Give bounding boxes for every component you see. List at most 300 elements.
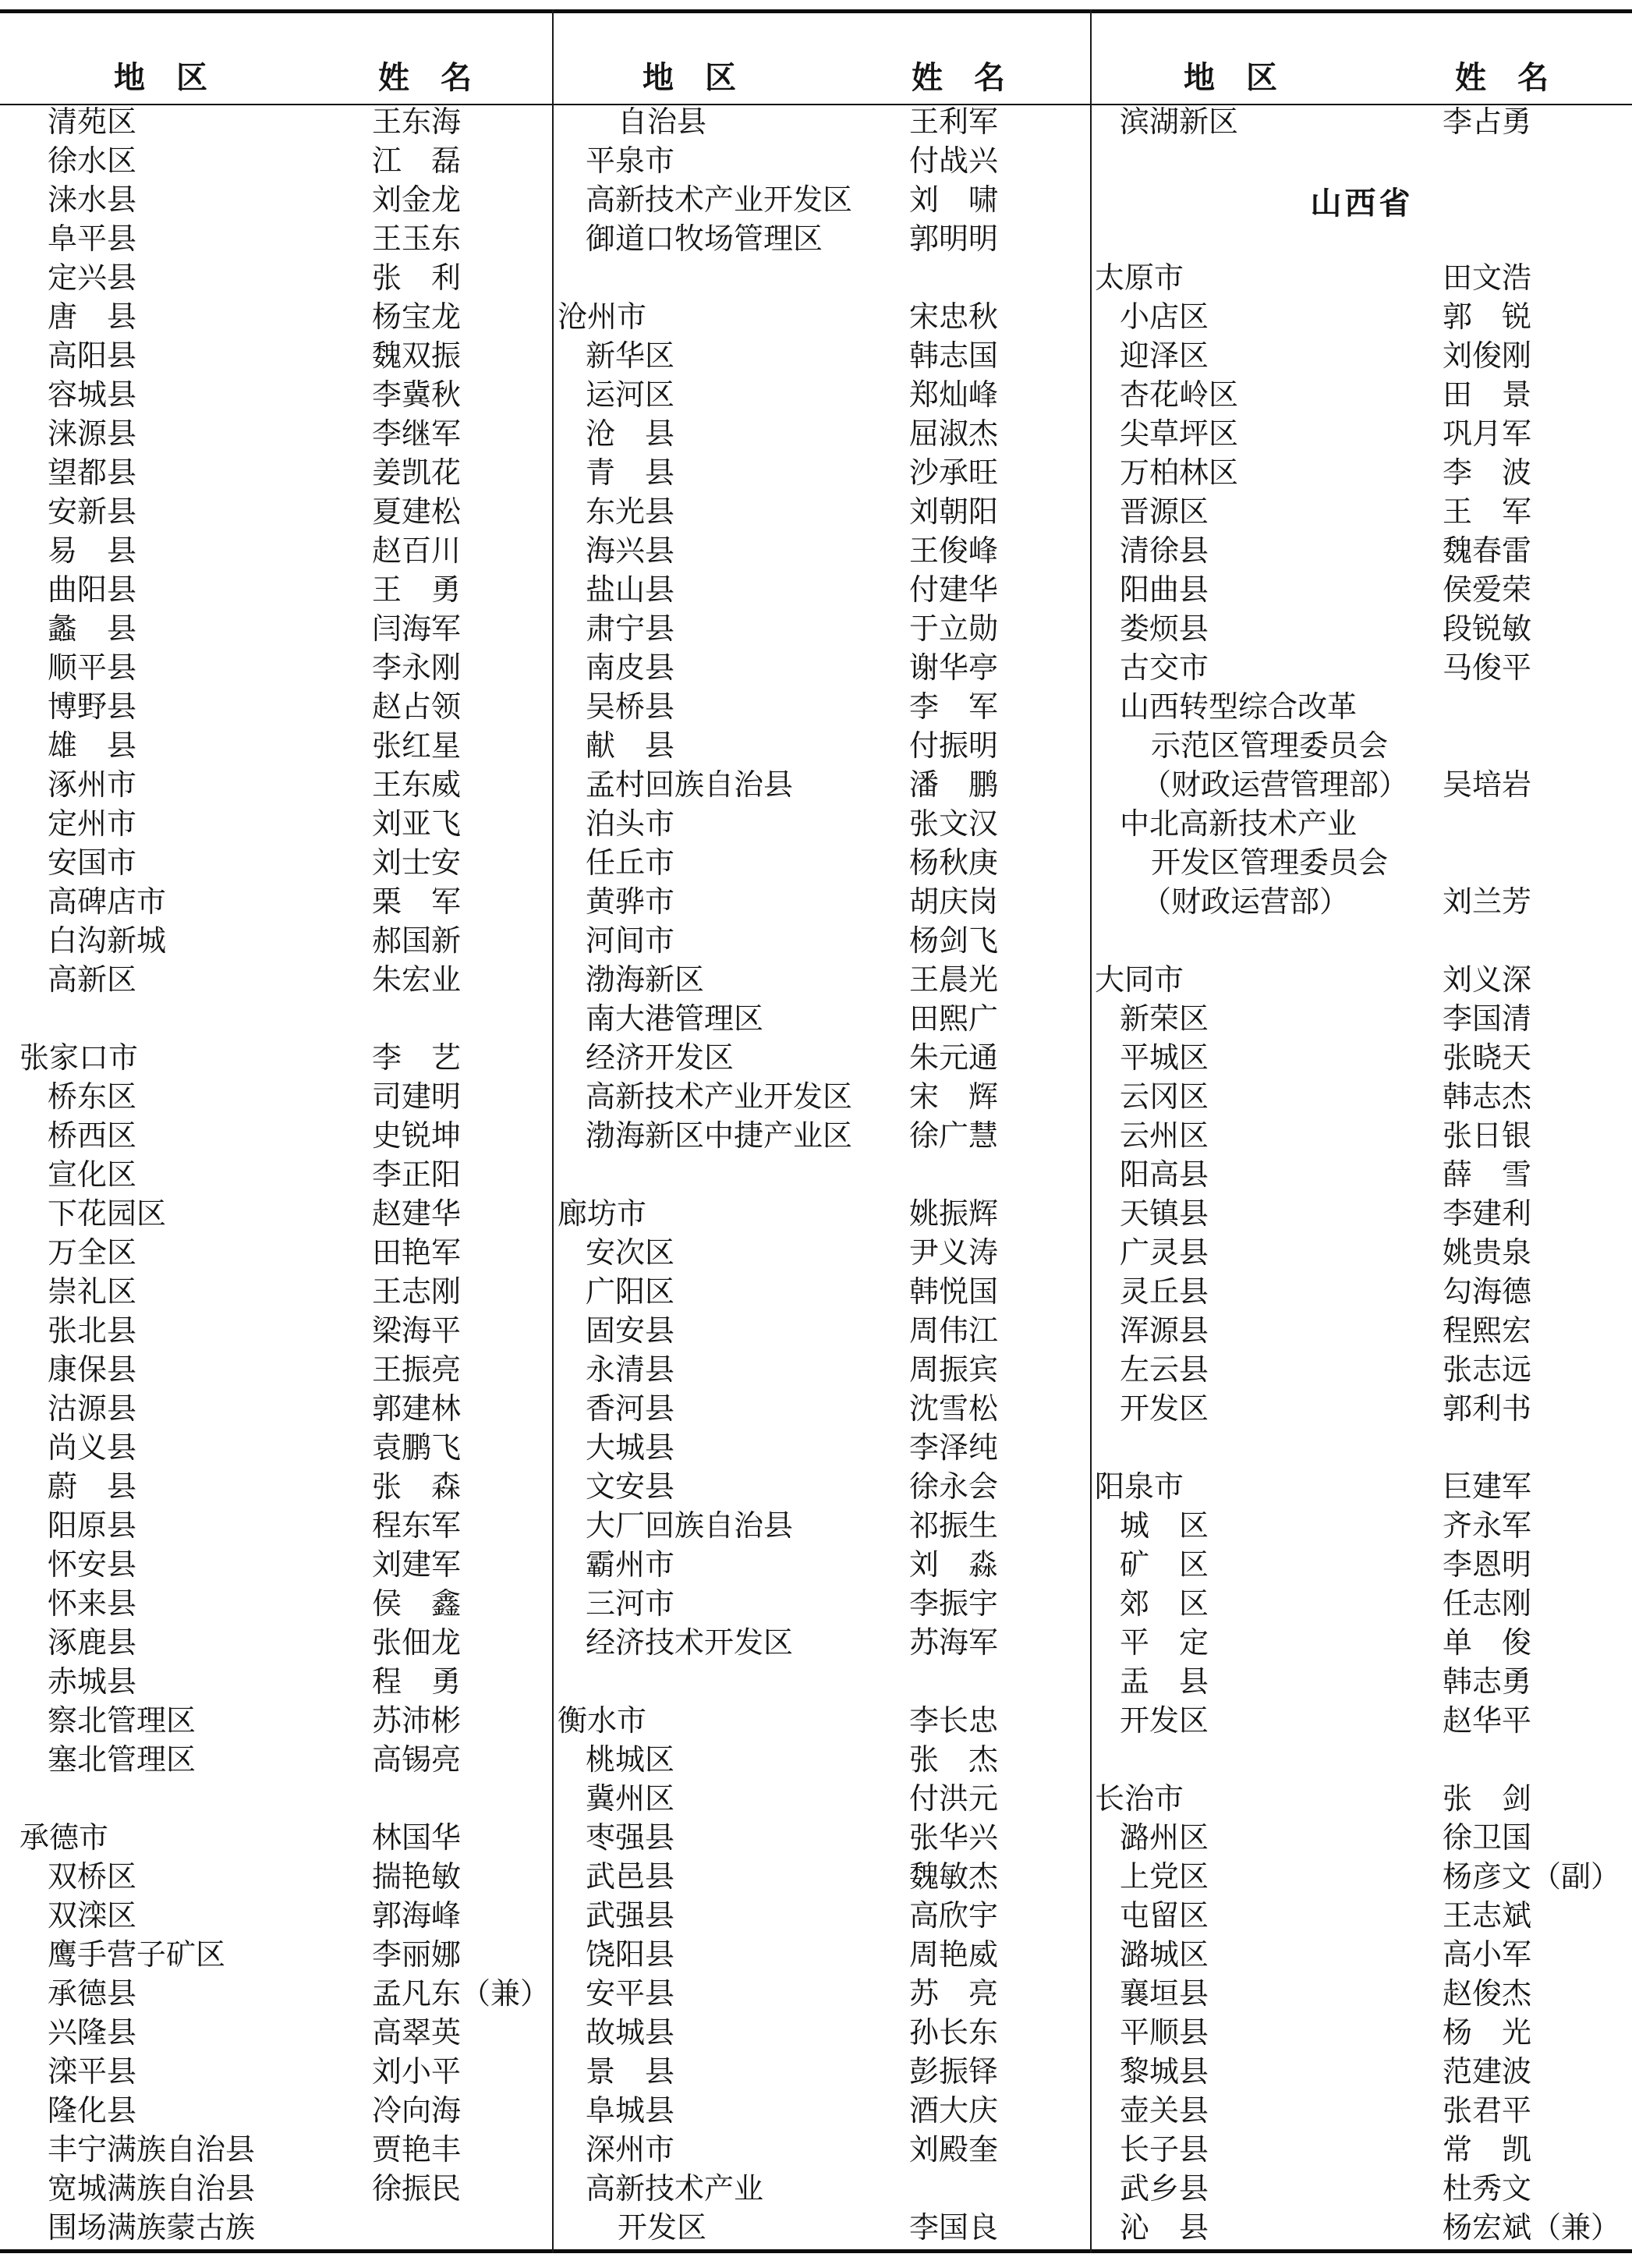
name-cell: 王玉东 [372,223,462,256]
name-cell: 酒大庆 [909,2095,999,2128]
table-row [0,1195,552,1234]
name-cell: 孟凡东（兼） [372,1978,550,2011]
name-cell: 郭 锐 [1443,301,1532,334]
region-cell: 运河区 [586,379,675,412]
table-row [0,1156,552,1195]
name-cell: 宋 辉 [909,1081,999,1114]
table-row [0,727,552,766]
region-cell: 新荣区 [1120,1003,1209,1036]
table-row [554,1741,1090,1780]
name-cell: 韩悦国 [909,1276,999,1309]
table-row [1092,298,1632,337]
table-row [1092,1585,1632,1624]
name-cell: 李泽纯 [909,1432,999,1465]
name-cell: 刘 淼 [909,1549,999,1582]
name-cell: 梁海平 [372,1315,462,1348]
region-cell: 渤海新区 [586,964,705,997]
name-cell: 高小军 [1443,1939,1532,1972]
region-cell: （财政运营部） [1142,886,1350,919]
table-row [0,220,552,259]
table-row [554,1117,1090,1156]
region-cell: 青 县 [586,457,675,490]
name-cell: 李国清 [1443,1003,1532,1036]
name-cell: 郭明明 [909,223,999,256]
table-row [0,103,552,142]
name-cell: 田 景 [1443,379,1532,412]
region-cell: 安平县 [586,1978,675,2011]
region-cell: 唐 县 [48,301,137,334]
name-cell: 范建波 [1443,2056,1532,2089]
name-cell: 李丽娜 [372,1939,462,1972]
region-cell: 肃宁县 [586,613,675,646]
column-header-name: 姓 名 [912,60,1005,95]
name-cell: 郝国新 [372,925,462,958]
table-row [554,1702,1090,1741]
name-cell: 侯 鑫 [372,1588,462,1621]
name-cell: 朱宏业 [372,964,462,997]
name-cell: 屈淑杰 [909,418,999,451]
name-cell: 田文浩 [1443,262,1532,295]
table-row [554,532,1090,571]
region-cell: 定兴县 [48,262,137,295]
name-cell: 侯爱荣 [1443,574,1532,607]
column-header-name: 姓 名 [378,60,472,95]
region-cell: （财政运营管理部） [1142,769,1409,802]
region-cell: 望都县 [48,457,137,490]
table-row [0,1117,552,1156]
name-cell: 赵华平 [1443,1705,1532,1738]
table-row [554,1234,1090,1273]
region-cell: 河间市 [586,925,675,958]
table-row [0,1351,552,1390]
region-cell: 涿鹿县 [48,1627,137,1660]
region-cell: 张家口市 [19,1042,139,1075]
name-cell: 魏双振 [372,340,462,373]
region-cell: 献 县 [586,730,675,763]
region-cell: 云州区 [1120,1120,1209,1153]
name-cell: 姚振辉 [909,1198,999,1231]
table-row [554,2209,1090,2248]
region-cell: 定州市 [48,808,137,841]
name-cell: 徐振民 [372,2173,462,2206]
region-cell: 怀来县 [48,1588,137,1621]
region-cell: 天镇县 [1120,1198,1209,1231]
name-cell: 张华兴 [909,1822,999,1855]
region-cell: 涞源县 [48,418,137,451]
region-cell: 张北县 [48,1315,137,1348]
table-column-1 [0,103,552,2248]
table-row [0,649,552,688]
region-cell: 曲阳县 [48,574,137,607]
name-cell: 田熙广 [909,1003,999,1036]
name-cell: 高翠英 [372,2017,462,2050]
table-row [554,1351,1090,1390]
name-cell: 高欣宇 [909,1900,999,1933]
table-row [0,1975,552,2014]
name-cell: 杨剑飞 [909,925,999,958]
table-row [1092,1234,1632,1273]
table-row [554,883,1090,922]
name-cell: 吴培岩 [1443,769,1532,802]
table-row [554,571,1090,610]
name-cell: 郭海峰 [372,1900,462,1933]
region-cell: 故城县 [586,2017,675,2050]
name-cell: 勾海德 [1443,1276,1532,1309]
table-row [554,1975,1090,2014]
table-row [554,1429,1090,1468]
table-row [1092,1624,1632,1663]
name-cell: 冷向海 [372,2095,462,2128]
name-cell: 祁振生 [909,1510,999,1543]
table-row [554,376,1090,415]
table-row [554,2053,1090,2092]
name-cell: 张佃龙 [372,1627,462,1660]
table-row [0,337,552,376]
province-heading: 山西省 [1310,186,1414,221]
region-cell: 屯留区 [1120,1900,1209,1933]
table-row [554,1273,1090,1312]
province-heading-row [1092,142,1632,259]
region-cell: 孟村回族自治县 [586,769,794,802]
name-cell: 郭利书 [1443,1393,1532,1426]
table-row [1092,1702,1632,1741]
region-cell: 广阳区 [586,1276,675,1309]
region-cell: 承德市 [19,1822,109,1855]
name-cell: 杜秀文 [1443,2173,1532,2206]
table-row [0,1663,552,1702]
name-cell: 马俊平 [1443,652,1532,685]
table-row [0,1039,552,1078]
region-cell: 娄烦县 [1120,613,1209,646]
table-row [1092,2053,1632,2092]
name-cell: 苏沛彬 [372,1705,462,1738]
name-cell: 李国良 [909,2212,999,2245]
region-cell: 晋源区 [1120,496,1209,529]
region-cell: 潞州区 [1120,1822,1209,1855]
region-cell: 安国市 [48,847,137,880]
region-cell: 万全区 [48,1237,137,1270]
spacer-row [1092,922,1632,961]
region-cell: 阳高县 [1120,1159,1209,1192]
region-cell: 开发区 [1120,1393,1209,1426]
region-cell: 云冈区 [1120,1081,1209,1114]
region-cell: 围场满族蒙古族 [48,2212,256,2245]
region-cell: 宣化区 [48,1159,137,1192]
region-cell: 博野县 [48,691,137,724]
name-cell: 闫海军 [372,613,462,646]
name-cell: 郭建林 [372,1393,462,1426]
name-cell: 尹义涛 [909,1237,999,1270]
region-cell: 沧州市 [558,301,647,334]
region-cell: 南皮县 [586,652,675,685]
name-cell: 高锡亮 [372,1744,462,1777]
table-row [1092,1468,1632,1507]
name-cell: 司建明 [372,1081,462,1114]
table-row [0,805,552,844]
region-cell: 桥东区 [48,1081,137,1114]
region-cell: 盐山县 [586,574,675,607]
table-row [0,961,552,1000]
table-row [1092,610,1632,649]
region-cell: 高新技术产业开发区 [586,184,853,217]
spacer-row [0,1780,552,1819]
region-cell: 清徐县 [1120,535,1209,568]
region-cell: 桥西区 [48,1120,137,1153]
region-cell: 高新技术产业 [586,2173,764,2206]
name-cell: 张 森 [372,1471,462,1504]
name-cell: 程东军 [372,1510,462,1543]
region-cell: 香河县 [586,1393,675,1426]
name-cell: 李永刚 [372,652,462,685]
name-cell: 李 波 [1443,457,1532,490]
region-cell: 三河市 [586,1588,675,1621]
table-row [554,1936,1090,1975]
name-cell: 赵建华 [372,1198,462,1231]
name-cell: 刘兰芳 [1443,886,1532,919]
region-cell: 尚义县 [48,1432,137,1465]
region-cell: 安新县 [48,496,137,529]
name-cell: 李长忠 [909,1705,999,1738]
region-cell: 小店区 [1120,301,1209,334]
table-row [0,415,552,454]
name-cell: 李 艺 [372,1042,462,1075]
name-cell: 王东威 [372,769,462,802]
name-cell: 彭振铎 [909,2056,999,2089]
region-cell: 双桥区 [48,1861,137,1894]
name-cell: 李 军 [909,691,999,724]
table-row [1092,2014,1632,2053]
table-row [554,1000,1090,1039]
table-row [0,2092,552,2131]
name-cell: 杨宏斌（兼） [1443,2212,1621,2245]
region-cell: 蔚 县 [48,1471,137,1504]
table-row [554,922,1090,961]
name-cell: 袁鹏飞 [372,1432,462,1465]
table-row [1092,2209,1632,2248]
region-cell: 南大港管理区 [586,1003,764,1036]
name-cell: 刘金龙 [372,184,462,217]
region-cell: 饶阳县 [586,1939,675,1972]
table-row [0,2014,552,2053]
name-cell: 付振明 [909,730,999,763]
region-cell: 阳曲县 [1120,574,1209,607]
name-cell: 刘俊刚 [1443,340,1532,373]
table-row [0,844,552,883]
region-cell: 迎泽区 [1120,340,1209,373]
name-cell: 苏 亮 [909,1978,999,2011]
table-row [554,2131,1090,2170]
region-cell: 阳泉市 [1095,1471,1184,1504]
name-cell: 王东海 [372,106,462,139]
table-row [0,766,552,805]
region-cell: 平 定 [1120,1627,1209,1660]
table-row [554,1546,1090,1585]
table-row [0,1429,552,1468]
table-row [1092,1156,1632,1195]
table-row [1092,766,1632,805]
region-cell: 长子县 [1120,2134,1209,2167]
region-cell: 景 县 [586,2056,675,2089]
region-cell: 滨湖新区 [1120,106,1239,139]
table-row [1092,961,1632,1000]
name-cell: 王振亮 [372,1354,462,1387]
table-column-3 [1092,103,1632,2248]
name-cell: 张志远 [1443,1354,1532,1387]
name-cell: 贾艳丰 [372,2134,462,2167]
region-cell: 盂 县 [1120,1666,1209,1699]
table-row [554,493,1090,532]
name-cell: 赵占领 [372,691,462,724]
table-row [554,844,1090,883]
table-row [554,727,1090,766]
name-cell: 王 军 [1443,496,1532,529]
region-cell: 涞水县 [48,184,137,217]
table-row [0,1468,552,1507]
table-row [554,2092,1090,2131]
table-row [1092,1663,1632,1702]
table-row [1092,2092,1632,2131]
name-cell: 徐卫国 [1443,1822,1532,1855]
table-row [554,1468,1090,1507]
region-cell: 经济开发区 [586,1042,735,1075]
region-cell: 武乡县 [1120,2173,1209,2206]
region-cell: 清苑区 [48,106,137,139]
name-cell: 刘亚飞 [372,808,462,841]
name-cell: 徐广慧 [909,1120,999,1153]
name-cell: 刘建军 [372,1549,462,1582]
region-cell: 浑源县 [1120,1315,1209,1348]
table-row [554,337,1090,376]
name-cell: 栗 军 [372,886,462,919]
table-row [554,1312,1090,1351]
table-row [1092,844,1632,883]
table-row [1092,415,1632,454]
region-cell: 经济技术开发区 [586,1627,794,1660]
region-cell: 崇礼区 [48,1276,137,1309]
region-cell: 滦平县 [48,2056,137,2089]
table-row [1092,649,1632,688]
region-cell: 武强县 [586,1900,675,1933]
table-row [554,2014,1090,2053]
region-cell: 海兴县 [586,535,675,568]
table-row [554,181,1090,220]
name-cell: 朱元通 [909,1042,999,1075]
table-row [554,1078,1090,1117]
name-cell: 于立勋 [909,613,999,646]
region-cell: 高新区 [48,964,137,997]
name-cell: 程 勇 [372,1666,462,1699]
table-row [0,1702,552,1741]
table-row [554,1819,1090,1858]
name-cell: 周伟江 [909,1315,999,1348]
table-row [1092,1780,1632,1819]
name-cell: 刘朝阳 [909,496,999,529]
table-row [1092,454,1632,493]
region-cell: 开发区管理委员会 [1151,847,1389,880]
name-cell: 张 杰 [909,1744,999,1777]
table-row [0,1858,552,1897]
region-cell: 新华区 [586,340,675,373]
name-cell: 刘 啸 [909,184,999,217]
name-cell: 李恩明 [1443,1549,1532,1582]
table-row [1092,1507,1632,1546]
table-row [0,259,552,298]
table-row [1092,1975,1632,2014]
table-bottom-border [0,2249,1632,2253]
name-cell: 李冀秋 [372,379,462,412]
region-cell: 容城县 [48,379,137,412]
name-cell: 巩月军 [1443,418,1532,451]
table-row [1092,2170,1632,2209]
region-cell: 开发区 [618,2212,707,2245]
region-cell: 泊头市 [586,808,675,841]
name-cell: 张文汉 [909,808,999,841]
table-row [1092,1936,1632,1975]
table-row [0,1507,552,1546]
table-row [1092,1078,1632,1117]
region-cell: 丰宁满族自治县 [48,2134,256,2167]
region-cell: 高阳县 [48,340,137,373]
name-cell: 付战兴 [909,145,999,178]
name-cell: 刘士安 [372,847,462,880]
region-cell: 高新技术产业开发区 [586,1081,853,1114]
region-cell: 潞城区 [1120,1939,1209,1972]
table-row [1092,1039,1632,1078]
table-row [0,1624,552,1663]
name-cell: 沙承旺 [909,457,999,490]
name-cell: 薛 雪 [1443,1159,1532,1192]
region-cell: 沁 县 [1120,2212,1209,2245]
region-cell: 矿 区 [1120,1549,1209,1582]
table-row [1092,1195,1632,1234]
column-header-region: 地 区 [643,60,736,95]
table-row [554,142,1090,181]
region-cell: 蠡 县 [48,613,137,646]
name-cell: 赵俊杰 [1443,1978,1532,2011]
name-cell: 潘 鹏 [909,769,999,802]
region-cell: 深州市 [586,2134,675,2167]
region-cell: 武邑县 [586,1861,675,1894]
table-row [0,1546,552,1585]
table-row [0,1897,552,1936]
table-row [1092,1390,1632,1429]
region-cell: 广灵县 [1120,1237,1209,1270]
region-cell: 枣强县 [586,1822,675,1855]
name-cell: 王志斌 [1443,1900,1532,1933]
region-cell: 易 县 [48,535,137,568]
table-row [554,649,1090,688]
table-row [1092,259,1632,298]
region-cell: 兴隆县 [48,2017,137,2050]
table-row [1092,1312,1632,1351]
name-cell: 周振宾 [909,1354,999,1387]
column-header-name: 姓 名 [1455,60,1549,95]
region-cell: 康保县 [48,1354,137,1387]
table-row [0,2170,552,2209]
region-cell: 上党区 [1120,1861,1209,1894]
name-cell: 王俊峰 [909,535,999,568]
name-cell: 赵百川 [372,535,462,568]
name-cell: 李占勇 [1443,106,1532,139]
table-row [554,805,1090,844]
table-row [0,688,552,727]
region-cell: 涿州市 [48,769,137,802]
region-cell: 黎城县 [1120,2056,1209,2089]
table-row [0,1390,552,1429]
name-cell: 齐永军 [1443,1510,1532,1543]
table-row [554,1390,1090,1429]
region-cell: 郊 区 [1120,1588,1209,1621]
